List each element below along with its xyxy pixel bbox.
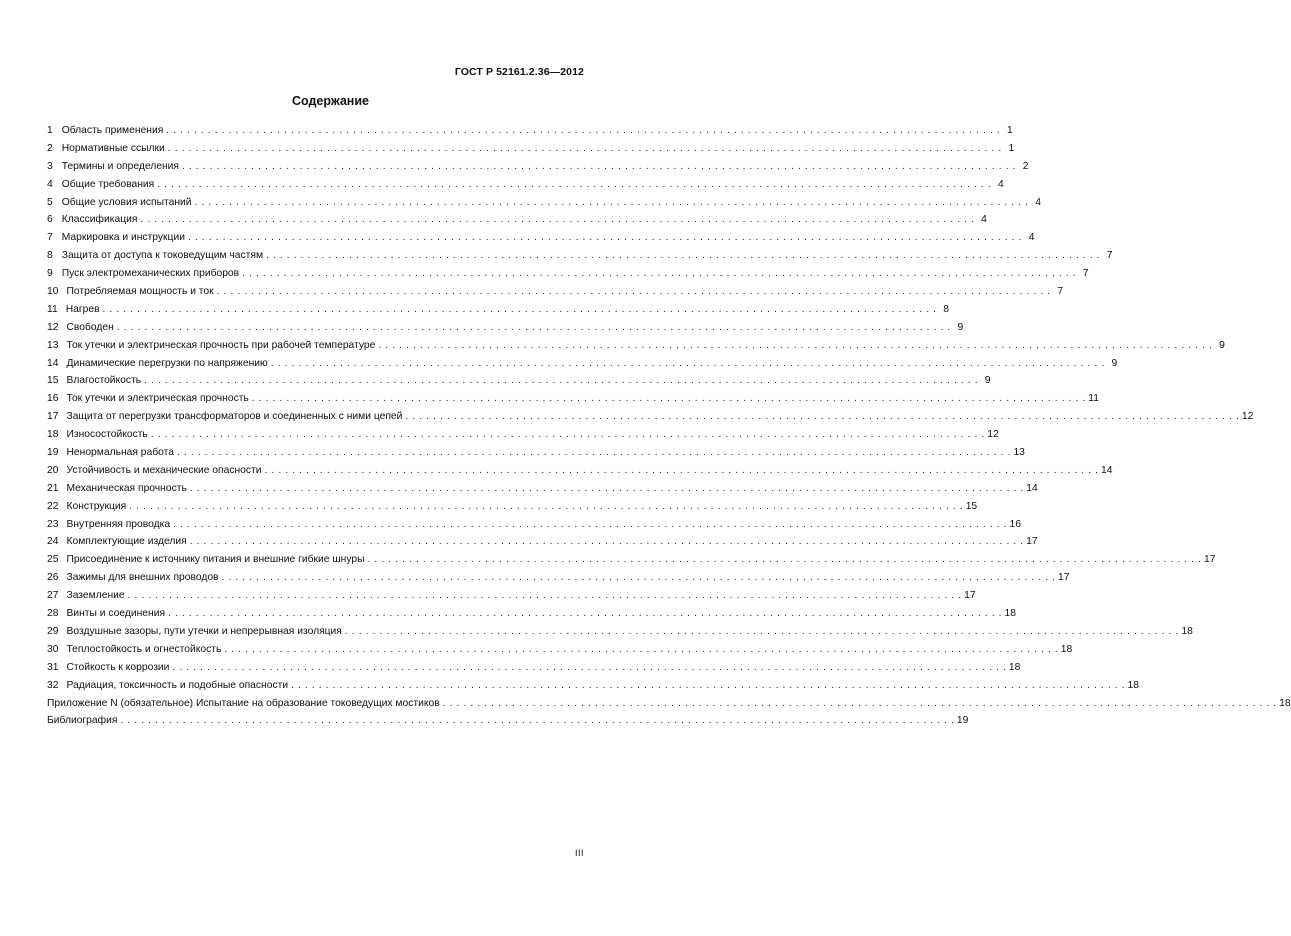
toc-entry-number: 22: [47, 500, 59, 512]
toc-entry-number: 7: [47, 232, 53, 244]
toc-entry-title: Приложение N (обязательное) Испытание на образование токоведущих мостиков: [47, 697, 440, 709]
toc-entry-title: Общие требования: [61, 178, 155, 190]
toc-entry: [47, 695, 1291, 713]
toc-entry-page: 7: [1057, 286, 1064, 298]
toc-entry: [47, 587, 976, 605]
toc-entry-page: 17: [964, 590, 976, 602]
toc-dot-leader: [195, 194, 1028, 212]
toc-entry: [47, 641, 1073, 659]
toc-entry: [47, 533, 1038, 551]
toc-entry-page: 1: [1007, 125, 1013, 136]
toc-entry: [47, 516, 1022, 534]
toc-entry-page: 13: [1013, 447, 1025, 459]
toc-entry-number: 8: [47, 250, 53, 262]
toc-entry-title: Присоединение к источнику питания и внешние гибкие шнуры: [66, 554, 365, 566]
toc-entry-title: Теплостойкость и огнестойкость: [66, 643, 222, 655]
toc-entry: [47, 480, 1038, 498]
toc-entry-page: 4: [981, 214, 987, 226]
toc-entry-page: 18: [1008, 661, 1021, 673]
toc-dot-leader: [190, 533, 1023, 551]
toc-entry-page: 2: [1022, 160, 1029, 172]
toc-entry-title: Потребляемая мощность и ток: [66, 286, 214, 298]
toc-dot-leader: [190, 480, 1023, 498]
toc-entry-page: 15: [965, 500, 978, 512]
toc-entry: [47, 444, 1025, 462]
toc-entry: [47, 247, 1113, 265]
toc-entry: [47, 551, 1216, 569]
toc-entry: [47, 158, 1029, 176]
toc-entry: [47, 659, 1021, 677]
toc-entry: [47, 211, 987, 229]
toc-entry-number: 4: [47, 178, 53, 190]
toc-entry-title: Динамические перегрузки по напряжению: [66, 357, 268, 369]
toc-dot-leader: [140, 211, 973, 229]
toc-entry-number: 26: [47, 572, 59, 584]
toc-dot-leader: [128, 587, 961, 605]
toc-entry-page: 12: [1241, 411, 1254, 423]
toc-entry: [47, 408, 1254, 426]
toc-entry-title: Ток утечки и электрическая прочность: [66, 393, 249, 405]
toc-entry-title: Пуск электромеханических приборов: [61, 268, 240, 280]
toc-entry-page: 4: [1035, 196, 1042, 208]
toc-entry: [47, 283, 1064, 301]
toc-dot-leader: [345, 623, 1178, 641]
toc-dot-leader: [166, 122, 999, 140]
toc-entry-page: 14: [1101, 464, 1113, 476]
toc-dot-leader: [157, 176, 990, 194]
toc-entry-title: Область применения: [61, 125, 164, 136]
toc-entry-page: 17: [1026, 536, 1038, 548]
toc-entry: [47, 194, 1042, 212]
toc-entry-title: Нагрев: [65, 303, 100, 315]
table-of-contents: [47, 122, 1291, 730]
toc-dot-leader: [182, 158, 1015, 176]
toc-entry-number: 11: [47, 303, 58, 315]
toc-entry-page: 4: [997, 178, 1004, 190]
toc-entry-page: 16: [1009, 518, 1022, 530]
toc-entry-number: 12: [47, 321, 59, 333]
toc-dot-leader: [217, 283, 1050, 301]
toc-entry-title: Комплектующие изделия: [66, 536, 187, 548]
toc-entry: [47, 605, 1016, 623]
toc-entry-page: 9: [1111, 357, 1118, 369]
toc-dot-leader: [188, 229, 1021, 247]
toc-entry-number: 24: [47, 536, 59, 548]
toc-dot-leader: [443, 695, 1276, 713]
toc-dot-leader: [224, 641, 1057, 659]
toc-entry: [47, 498, 978, 516]
toc-entry-number: 31: [47, 661, 59, 673]
page-title: Содержание: [291, 94, 369, 108]
toc-entry-number: 32: [47, 679, 59, 691]
toc-entry-number: 23: [47, 518, 59, 530]
toc-entry: [47, 140, 1015, 158]
toc-entry-number: 15: [47, 375, 59, 387]
page-number: III: [574, 848, 584, 858]
toc-entry-page: 9: [957, 321, 964, 333]
toc-entry-title: Защита от перегрузки трансформаторов и соединенных с ними цепей: [66, 411, 403, 423]
toc-entry-title: Свободен: [66, 321, 114, 333]
toc-entry: [47, 301, 950, 319]
toc-entry-number: 21: [47, 482, 59, 494]
toc-entry-page: 18: [1004, 608, 1016, 620]
toc-entry-page: 18: [1181, 625, 1193, 637]
toc-entry-number: 19: [47, 447, 59, 459]
toc-entry-page: 1: [1008, 142, 1015, 154]
toc-entry: [47, 122, 1013, 140]
toc-entry-title: Нормативные ссылки: [61, 142, 165, 154]
toc-entry-title: Винты и соединения: [66, 608, 166, 620]
toc-entry-page: 8: [943, 303, 950, 315]
toc-entry-title: Зажимы для внешних проводов: [66, 572, 219, 584]
toc-dot-leader: [120, 712, 953, 730]
toc-dot-leader: [117, 319, 950, 337]
toc-dot-leader: [378, 337, 1211, 355]
toc-entry-number: 28: [47, 608, 59, 620]
toc-entry-number: 25: [47, 554, 59, 566]
toc-entry-title: Общие условия испытаний: [61, 196, 192, 208]
toc-entry-number: 17: [47, 411, 59, 423]
toc-entry-title: Стойкость к коррозии: [66, 661, 170, 673]
toc-dot-leader: [405, 408, 1238, 426]
toc-dot-leader: [222, 569, 1055, 587]
toc-entry-page: 18: [1060, 643, 1073, 655]
toc-dot-leader: [368, 551, 1201, 569]
toc-dot-leader: [151, 426, 984, 444]
toc-entry-page: 9: [1219, 339, 1225, 351]
toc-entry-number: 1: [47, 125, 53, 136]
toc-entry: [47, 337, 1225, 355]
toc-entry-title: Влагостойкость: [66, 375, 142, 387]
toc-entry-number: 30: [47, 643, 59, 655]
toc-dot-leader: [168, 140, 1001, 158]
toc-entry-title: Ненормальная работа: [66, 447, 174, 459]
toc-entry-number: 3: [47, 160, 53, 172]
toc-entry: [47, 265, 1089, 283]
toc-entry-number: 2: [47, 142, 53, 154]
toc-entry-page: 19: [956, 715, 969, 727]
toc-entry: [47, 176, 1004, 194]
toc-entry-title: Радиация, токсичность и подобные опасности: [66, 679, 289, 691]
toc-entry-number: 18: [47, 429, 59, 441]
toc-entry-title: Механическая прочность: [66, 482, 187, 494]
toc-entry: [47, 462, 1113, 480]
toc-entry-number: 29: [47, 625, 59, 637]
document-number: ГОСТ Р 52161.2.36—2012: [454, 66, 584, 78]
toc-entry-number: 16: [47, 393, 59, 405]
toc-entry: [47, 677, 1140, 695]
toc-dot-leader: [242, 265, 1075, 283]
toc-entry-page: 7: [1082, 268, 1089, 280]
toc-dot-leader: [168, 605, 1001, 623]
toc-entry-page: 18: [1279, 697, 1291, 709]
toc-entry-page: 4: [1028, 232, 1035, 244]
toc-entry-page: 9: [984, 375, 991, 387]
toc-entry-page: 11: [1088, 393, 1099, 405]
toc-entry: [47, 623, 1193, 641]
toc-dot-leader: [265, 462, 1098, 480]
toc-entry-title: Термины и определения: [61, 160, 179, 172]
toc-entry-title: Внутренняя проводка: [66, 518, 171, 530]
toc-dot-leader: [252, 390, 1085, 408]
toc-entry-title: Защита от доступа к токоведущим частям: [61, 250, 264, 262]
toc-entry: [47, 372, 991, 390]
toc-entry-title: Классификация: [61, 214, 138, 226]
toc-dot-leader: [271, 355, 1104, 373]
toc-entry-page: 12: [987, 429, 999, 441]
toc-entry-number: 14: [47, 357, 59, 369]
toc-entry-title: Ток утечки и электрическая прочность при рабочей температуре: [66, 339, 376, 351]
toc-entry-number: 10: [47, 286, 59, 298]
toc-entry: [47, 712, 969, 730]
toc-entry-page: 7: [1106, 250, 1113, 262]
toc-entry-number: 20: [47, 464, 59, 476]
toc-entry: [47, 569, 1070, 587]
toc-entry-title: Конструкция: [66, 500, 127, 512]
toc-entry-page: 18: [1127, 679, 1140, 691]
toc-entry-page: 17: [1058, 572, 1070, 584]
toc-entry-title: Маркировка и инструкции: [61, 232, 185, 244]
toc-entry: [47, 319, 964, 337]
toc-entry: [47, 355, 1118, 373]
toc-dot-leader: [129, 498, 962, 516]
toc-dot-leader: [173, 516, 1006, 534]
toc-entry-title: Воздушные зазоры, пути утечки и непрерывная изоляция: [66, 625, 342, 637]
toc-dot-leader: [103, 301, 936, 319]
toc-dot-leader: [291, 677, 1124, 695]
toc-entry: [47, 229, 1035, 247]
toc-entry-page: 17: [1203, 554, 1216, 566]
toc-entry-number: 5: [47, 196, 53, 208]
toc-entry: [47, 426, 999, 444]
toc-entry-page: 14: [1026, 482, 1038, 494]
toc-entry-number: 13: [47, 339, 59, 351]
toc-entry-number: 6: [47, 214, 53, 226]
toc-dot-leader: [172, 659, 1005, 677]
toc-dot-leader: [266, 247, 1099, 265]
toc-entry-title: Библиография: [47, 715, 118, 727]
toc-entry-number: 27: [47, 590, 59, 602]
toc-entry: [47, 390, 1099, 408]
toc-dot-leader: [144, 372, 977, 390]
toc-entry-title: Устойчивость и механические опасности: [66, 464, 262, 476]
toc-entry-title: Заземление: [66, 590, 125, 602]
toc-entry-number: 9: [47, 268, 53, 280]
toc-dot-leader: [177, 444, 1010, 462]
toc-entry-title: Износостойкость: [66, 429, 148, 441]
